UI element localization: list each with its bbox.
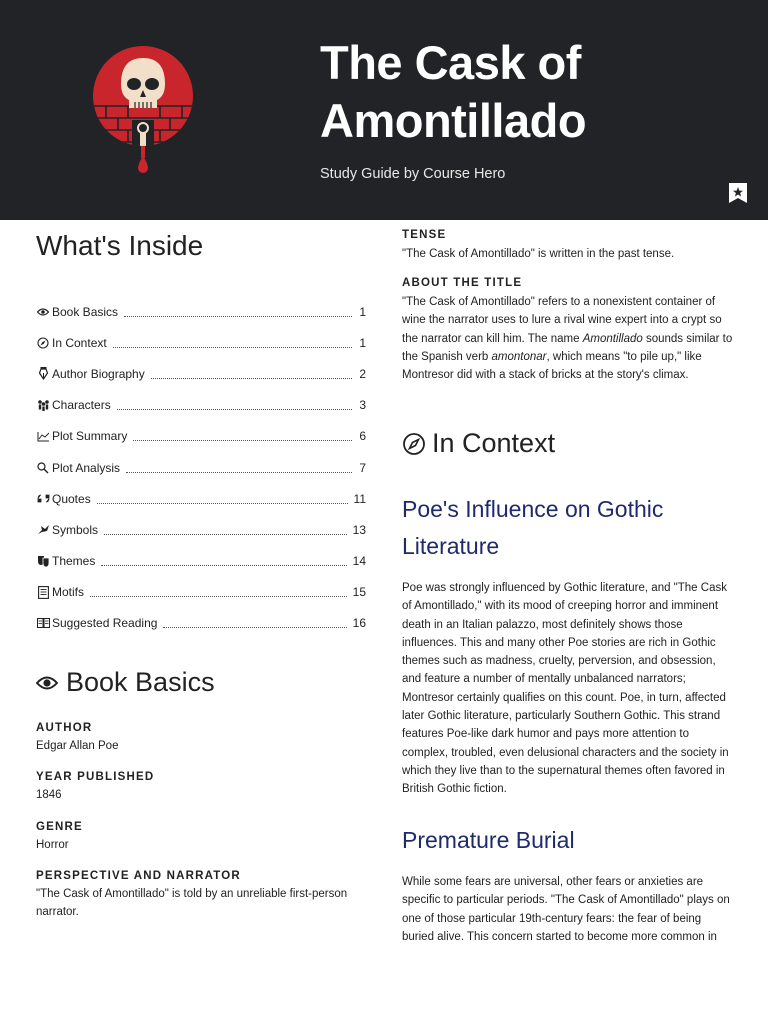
about-text-italic: Amontillado bbox=[582, 332, 643, 345]
toc-label: Author Biography bbox=[52, 366, 145, 381]
premature-burial-section bbox=[402, 822, 734, 946]
table-of-contents bbox=[36, 296, 366, 639]
toc-leader bbox=[113, 338, 352, 348]
toc-item-in-context[interactable] bbox=[36, 327, 366, 358]
about-text-part: sounds similar to the Spanish verb bbox=[402, 332, 733, 363]
about-title-text bbox=[402, 293, 734, 384]
line-chart-icon bbox=[36, 431, 50, 442]
tense-value: "The Cask of Amontillado" is written in the past tense. bbox=[402, 248, 675, 260]
skull-wall-logo-icon bbox=[88, 44, 198, 178]
bookmark-star-icon[interactable] bbox=[728, 182, 748, 204]
about-text-part: "The Cask of Amontillado" refers to a nonexistent container of wine the narrator uses to lure a rival wine expert into a crypt so the narrator can kill him. The name bbox=[402, 296, 722, 345]
book-basics-heading bbox=[36, 667, 215, 698]
gothic-section bbox=[402, 491, 734, 799]
in-context-heading bbox=[402, 428, 555, 459]
toc-label: Plot Summary bbox=[52, 429, 128, 444]
book-basics-heading-text: Book Basics bbox=[66, 667, 215, 697]
toc-page-number: 6 bbox=[359, 429, 366, 444]
toc-item-book-basics[interactable] bbox=[36, 296, 366, 327]
quote-icon bbox=[36, 494, 50, 503]
toc-item-symbols[interactable] bbox=[36, 514, 366, 545]
document-subtitle: Study Guide by Course Hero bbox=[320, 166, 506, 182]
year-label: YEAR PUBLISHED bbox=[36, 771, 155, 783]
gothic-section-text: Poe was strongly influenced by Gothic literature, and "The Cask of Amontillado," with its mood of creeping horror and imminent death in an Italian palazzo, most definitely shows those influences. This and many other Poe stories are rich in Gothic themes such as madness, cruelty, perversion, and obsession, and feature a number of mentally unbalanced narrators; Montresor certainly qualifies on this count. Poe, in turn, affected later Gothic literature, particularly Southern Gothic. This strand features Poe-like dark humor and pays more attention to complex, troubled, even delusional characters and the society in which they live than to the supernatural themes often favored in British Gothic fiction. bbox=[402, 582, 729, 796]
toc-label: In Context bbox=[52, 335, 107, 350]
perspective-value: "The Cask of Amontillado" is told by an unreliable first-person narrator. bbox=[36, 888, 348, 918]
toc-label: Themes bbox=[52, 554, 96, 569]
toc-label: Suggested Reading bbox=[52, 616, 158, 631]
about-title-field bbox=[402, 277, 734, 384]
toc-label: Motifs bbox=[52, 585, 85, 600]
compass-icon bbox=[402, 432, 426, 456]
toc-label: Quotes bbox=[52, 491, 91, 506]
about-text-part: , which means "to pile up," like Montresor did with a stack of bricks at the story's climax. bbox=[402, 350, 702, 382]
gothic-section-title: Poe's Influence on Gothic Literature bbox=[402, 496, 664, 559]
toc-item-themes[interactable] bbox=[36, 546, 366, 577]
genre-label: GENRE bbox=[36, 821, 83, 833]
toc-item-suggested-reading[interactable] bbox=[36, 608, 366, 639]
author-label: AUTHOR bbox=[36, 722, 93, 734]
toc-label: Plot Analysis bbox=[52, 460, 121, 475]
toc-leader bbox=[101, 556, 346, 566]
header-banner bbox=[0, 0, 768, 220]
document-title: The Cask of Amontillado bbox=[320, 36, 587, 147]
about-title-label: ABOUT THE TITLE bbox=[402, 277, 523, 289]
toc-item-plot-analysis[interactable] bbox=[36, 452, 366, 483]
toc-leader bbox=[151, 369, 352, 379]
toc-leader bbox=[163, 618, 346, 628]
toc-page-number: 11 bbox=[353, 491, 366, 506]
toc-leader bbox=[104, 525, 347, 535]
toc-item-quotes[interactable] bbox=[36, 483, 366, 514]
in-context-heading-text: In Context bbox=[432, 428, 556, 458]
toc-page-number: 1 bbox=[359, 304, 366, 319]
perspective-label: PERSPECTIVE AND NARRATOR bbox=[36, 870, 241, 882]
toc-leader bbox=[126, 463, 352, 473]
document-icon bbox=[36, 586, 50, 599]
compass-icon bbox=[36, 337, 50, 349]
toc-item-characters[interactable] bbox=[36, 390, 366, 421]
premature-burial-text: While some fears are universal, other fears or anxieties are specific to particular periods. "The Cask of Amontillado" plays on one of those particular 19th-century fears: the fear of being buried alive. This concern started to become more common in bbox=[402, 876, 730, 943]
toc-page-number: 1 bbox=[359, 335, 366, 350]
toc-page-number: 7 bbox=[359, 460, 366, 475]
toc-page-number: 13 bbox=[352, 522, 366, 537]
masks-icon bbox=[36, 555, 50, 567]
people-icon bbox=[36, 399, 50, 411]
toc-leader bbox=[97, 494, 348, 504]
tense-field bbox=[402, 229, 734, 263]
eye-icon bbox=[36, 676, 58, 690]
year-field bbox=[36, 771, 366, 804]
premature-burial-title: Premature Burial bbox=[402, 827, 575, 853]
toc-item-motifs[interactable] bbox=[36, 577, 366, 608]
toc-item-plot-summary[interactable] bbox=[36, 421, 366, 452]
genre-field bbox=[36, 821, 366, 854]
magnifier-icon bbox=[36, 462, 50, 474]
toc-item-author-biography[interactable] bbox=[36, 358, 366, 389]
toc-page-number: 14 bbox=[352, 554, 366, 569]
eye-icon bbox=[36, 308, 50, 316]
toc-label: Characters bbox=[52, 398, 111, 413]
genre-value: Horror bbox=[36, 839, 69, 851]
bird-icon bbox=[36, 524, 50, 535]
pen-nib-icon bbox=[36, 367, 50, 380]
toc-page-number: 16 bbox=[352, 616, 366, 631]
author-field bbox=[36, 722, 366, 755]
toc-leader bbox=[133, 431, 352, 441]
books-icon bbox=[36, 618, 50, 628]
toc-page-number: 15 bbox=[352, 585, 366, 600]
toc-label: Symbols bbox=[52, 522, 99, 537]
toc-page-number: 2 bbox=[359, 366, 366, 381]
perspective-field bbox=[36, 870, 366, 921]
year-value: 1846 bbox=[36, 789, 62, 801]
about-text-italic: amontonar bbox=[491, 350, 547, 363]
whats-inside-heading: What's Inside bbox=[36, 230, 204, 261]
author-value: Edgar Allan Poe bbox=[36, 740, 119, 752]
tense-label: TENSE bbox=[402, 229, 447, 241]
toc-page-number: 3 bbox=[359, 398, 366, 413]
toc-label: Book Basics bbox=[52, 304, 119, 319]
toc-leader bbox=[90, 587, 347, 597]
toc-leader bbox=[124, 307, 352, 317]
toc-leader bbox=[117, 400, 352, 410]
